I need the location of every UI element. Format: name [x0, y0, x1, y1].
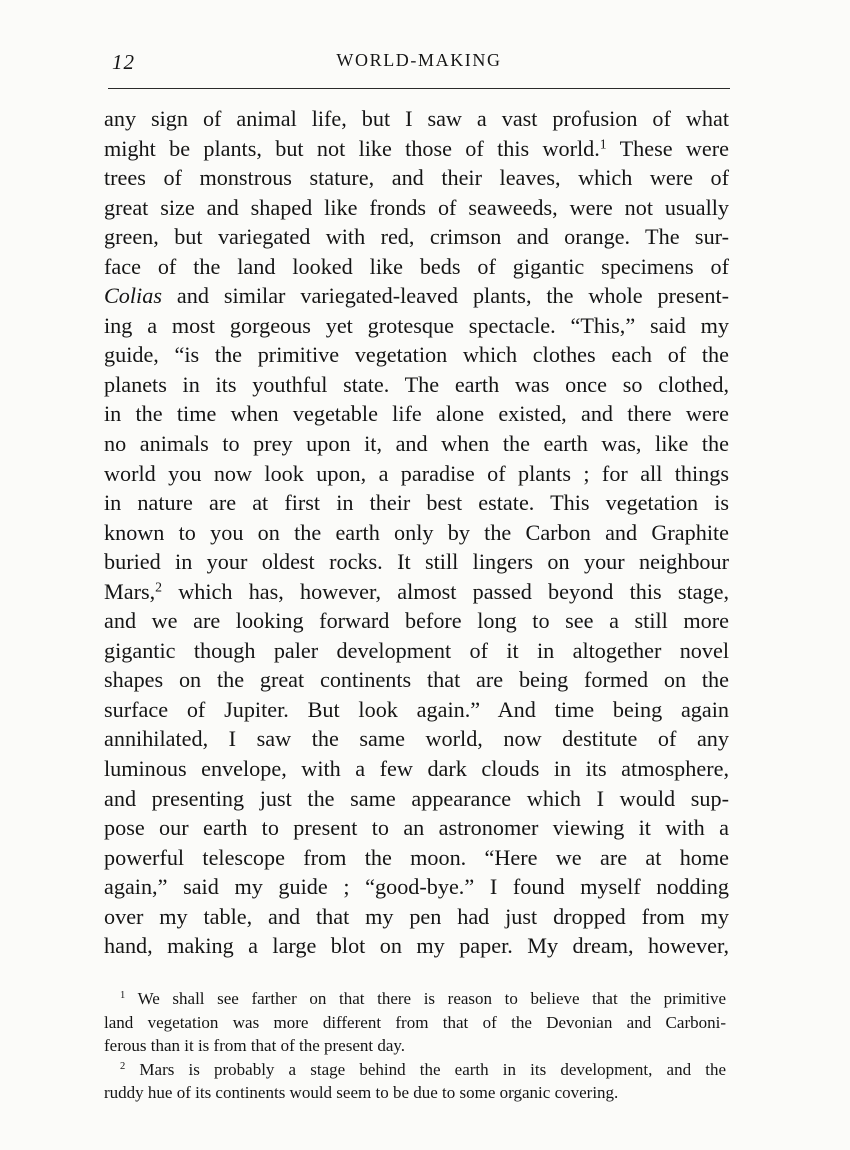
text-line: [104, 577, 729, 607]
footnote-marker-1: 1: [120, 990, 126, 1002]
header-rule: [108, 88, 730, 89]
text-line: buried in your oldest rocks. It still lingers on your neighbour: [104, 549, 729, 575]
footnotes: [104, 987, 726, 1105]
text-line: great size and shaped like fronds of seaweeds, were not usually: [104, 194, 729, 220]
text-line: [104, 281, 729, 311]
text-line: ing a most gorgeous yet grotesque spectacle. “This,” said my: [104, 312, 729, 338]
text-segment: and similar variegated-leaved plants, the whole present-: [176, 283, 730, 309]
text-line: luminous envelope, with a few dark clouds in its atmosphere,: [104, 756, 729, 782]
text-line: in the time when vegetable life alone existed, and there were: [104, 401, 729, 427]
text-segment: might be plants, but not like those of this world.: [104, 135, 600, 161]
text-segment: We shall see farther on that there is reason to believe that the primitive: [137, 989, 726, 1008]
text-segment: These were: [606, 135, 729, 161]
footnote-line: [104, 1058, 726, 1082]
text-line: over my table, and that my pen had just dropped from my: [104, 903, 729, 929]
footnote-ref-1: 1: [599, 135, 607, 151]
text-line: no animals to prey upon it, and when the earth was, like the: [104, 431, 729, 457]
page-header: [108, 44, 730, 76]
text-line: trees of monstrous stature, and their leaves, which were of: [104, 165, 729, 191]
footnote-marker-2: 2: [120, 1060, 126, 1072]
page-number: 12: [112, 50, 135, 74]
footnote-line: ferous than it is from that of the present day.: [104, 1036, 406, 1056]
text-line: known to you on the earth only by the Carbon and Graphite: [104, 519, 729, 545]
text-line: green, but variegated with red, crimson and orange. The sur-: [104, 224, 729, 250]
italic-genus-name: Colias: [104, 283, 162, 309]
footnote-line: land vegetation was more different from that of the Devonian and Carboni-: [104, 1012, 726, 1032]
text-segment: which has, however, almost passed beyond this stage,: [162, 578, 729, 604]
text-line: guide, “is the primitive vegetation which clothes each of the: [104, 342, 729, 368]
text-line: shapes on the great continents that are being formed on the: [104, 667, 729, 693]
text-line: and presenting just the same appearance which I would sup-: [104, 785, 729, 811]
text-segment: Mars is probably a stage behind the earth in its development, and the: [139, 1059, 727, 1079]
text-segment: Mars,: [104, 578, 156, 604]
text-line: [104, 134, 729, 164]
footnote-line: ruddy hue of its continents would seem to be due to some organic covering.: [104, 1083, 619, 1103]
footnote-line: [104, 987, 726, 1011]
text-line: in nature are at first in their best estate. This vegetation is: [104, 490, 729, 516]
text-line: powerful telescope from the moon. “Here we are at home: [104, 844, 729, 870]
text-line: planets in its youthful state. The earth was once so clothed,: [104, 371, 729, 397]
text-line: and we are looking forward before long to see a still more: [104, 608, 729, 634]
body-text: [104, 104, 729, 961]
footnote-ref-2: 2: [155, 579, 163, 595]
text-line: any sign of animal life, but I saw a vast profusion of what: [104, 106, 729, 131]
text-line: gigantic though paler development of it in altogether novel: [104, 637, 729, 663]
running-head: WORLD-MAKING: [336, 50, 502, 70]
text-line: hand, making a large blot on my paper. My dream, however,: [104, 933, 729, 959]
text-line: annihilated, I saw the same world, now destitute of any: [104, 726, 729, 752]
text-line: face of the land looked like beds of gigantic specimens of: [104, 253, 729, 279]
text-line: again,” said my guide ; “good-bye.” I found myself nodding: [104, 874, 729, 900]
text-line: pose our earth to present to an astronomer viewing it with a: [104, 815, 729, 841]
text-line: world you now look upon, a paradise of plants ; for all things: [104, 460, 729, 486]
text-line: surface of Jupiter. But look again.” And time being again: [104, 696, 729, 722]
